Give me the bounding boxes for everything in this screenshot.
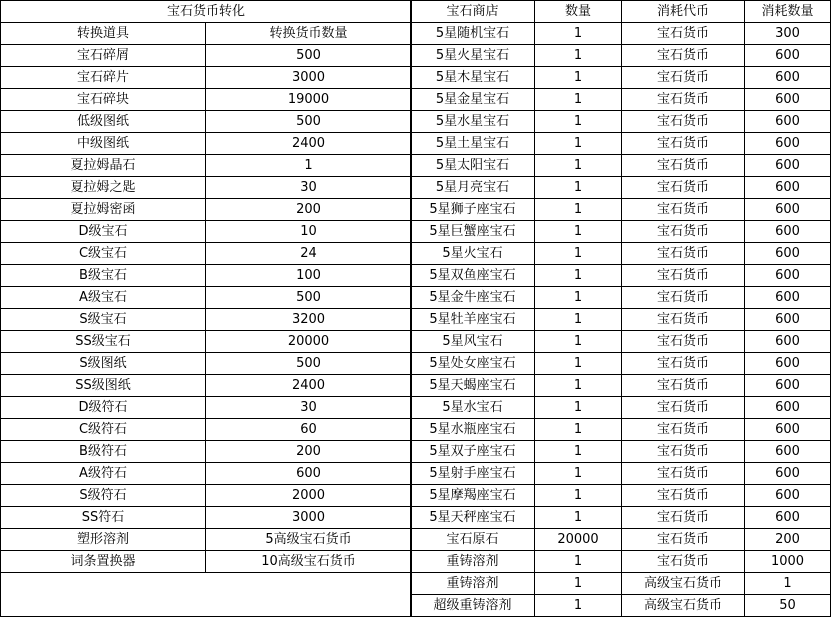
table-cell[interactable]: 1 — [535, 265, 622, 287]
shop-row — [411, 89, 831, 111]
shop-row — [411, 111, 831, 133]
table-cell[interactable]: 5星木星宝石 — [411, 67, 535, 89]
header-cell[interactable]: 转换道具 — [1, 23, 206, 45]
table-cell[interactable]: A级宝石 — [1, 287, 206, 309]
table-cell[interactable]: 5星水星宝石 — [411, 111, 535, 133]
shop-row — [411, 463, 831, 485]
table-cell[interactable]: 5高级宝石货币 — [206, 529, 412, 551]
table-cell[interactable]: 宝石货币 — [622, 309, 745, 331]
table-cell[interactable]: 200 — [206, 199, 412, 221]
table-cell[interactable]: 600 — [745, 67, 831, 89]
table-cell[interactable]: 200 — [206, 441, 412, 463]
table-cell[interactable]: 1 — [535, 89, 622, 111]
table-cell[interactable]: 塑形溶剂 — [1, 529, 206, 551]
table-cell[interactable]: 5星牡羊座宝石 — [411, 309, 535, 331]
table-cell[interactable]: 5星月亮宝石 — [411, 177, 535, 199]
conversion-row — [1, 67, 412, 89]
conversion-title-row — [1, 1, 412, 23]
table-cell[interactable]: 宝石货币 — [622, 177, 745, 199]
conversion-row — [1, 419, 412, 441]
table-cell[interactable]: 600 — [745, 265, 831, 287]
table-cell[interactable]: 19000 — [206, 89, 412, 111]
table-cell[interactable]: 500 — [206, 287, 412, 309]
table-cell[interactable]: 1 — [535, 309, 622, 331]
table-cell[interactable]: 600 — [745, 221, 831, 243]
conversion-row — [1, 463, 412, 485]
table-cell[interactable]: C级符石 — [1, 419, 206, 441]
table-cell[interactable]: 宝石货币 — [622, 397, 745, 419]
table-cell[interactable]: 宝石货币 — [622, 485, 745, 507]
table-cell[interactable]: S级符石 — [1, 485, 206, 507]
table-cell[interactable]: 宝石货币 — [622, 529, 745, 551]
shop-row — [411, 265, 831, 287]
table-cell[interactable]: 宝石碎块 — [1, 89, 206, 111]
table-cell[interactable]: 1 — [535, 111, 622, 133]
table-cell[interactable]: 24 — [206, 243, 412, 265]
table-cell[interactable]: 5星摩羯座宝石 — [411, 485, 535, 507]
table-cell[interactable]: 300 — [745, 23, 831, 45]
conversion-title-cell[interactable]: 宝石货币转化 — [1, 1, 412, 23]
shop-row — [411, 529, 831, 551]
table-cell[interactable]: 600 — [745, 331, 831, 353]
conversion-row — [1, 331, 412, 353]
table-cell[interactable]: D级宝石 — [1, 221, 206, 243]
shop-row — [411, 133, 831, 155]
table-cell[interactable]: 5星狮子座宝石 — [411, 199, 535, 221]
table-cell[interactable]: 宝石碎片 — [1, 67, 206, 89]
table-cell[interactable]: 宝石货币 — [622, 463, 745, 485]
shop-row — [411, 485, 831, 507]
table-cell[interactable]: 600 — [745, 375, 831, 397]
currency-conversion-table — [0, 0, 412, 617]
table-cell[interactable]: 5星天蝎座宝石 — [411, 375, 535, 397]
table-cell[interactable]: B级宝石 — [1, 265, 206, 287]
table-cell[interactable]: 宝石货币 — [622, 111, 745, 133]
table-cell[interactable]: 宝石原石 — [411, 529, 535, 551]
table-cell[interactable]: 5星天秤座宝石 — [411, 507, 535, 529]
conversion-row — [1, 375, 412, 397]
table-cell[interactable]: 重铸溶剂 — [411, 551, 535, 573]
gem-shop-table — [410, 0, 831, 617]
table-cell[interactable]: 10高级宝石货币 — [206, 551, 412, 573]
table-cell[interactable]: 600 — [745, 441, 831, 463]
conversion-row — [1, 265, 412, 287]
table-cell[interactable]: 20000 — [206, 331, 412, 353]
shop-row — [411, 331, 831, 353]
header-cell[interactable]: 消耗数量 — [745, 1, 831, 23]
table-cell[interactable]: 1 — [535, 45, 622, 67]
table-cell[interactable]: 10 — [206, 221, 412, 243]
conversion-row — [1, 89, 412, 111]
table-cell[interactable]: 500 — [206, 111, 412, 133]
table-cell[interactable]: 5星双子座宝石 — [411, 441, 535, 463]
table-cell[interactable]: 200 — [745, 529, 831, 551]
shop-row — [411, 507, 831, 529]
table-cell[interactable]: 60 — [206, 419, 412, 441]
conversion-row — [1, 441, 412, 463]
table-cell[interactable]: 1 — [535, 221, 622, 243]
conversion-row — [1, 243, 412, 265]
shop-row — [411, 243, 831, 265]
conversion-header-row — [1, 23, 412, 45]
table-cell[interactable]: 宝石货币 — [622, 287, 745, 309]
table-cell[interactable]: 500 — [206, 353, 412, 375]
table-cell[interactable]: 600 — [745, 111, 831, 133]
table-cell[interactable]: 100 — [206, 265, 412, 287]
conversion-row — [1, 155, 412, 177]
table-cell[interactable]: 1 — [535, 507, 622, 529]
shop-row — [411, 573, 831, 595]
shop-row — [411, 375, 831, 397]
shop-row — [411, 309, 831, 331]
shop-row — [411, 23, 831, 45]
table-cell[interactable]: 1 — [535, 375, 622, 397]
table-cell[interactable]: 1 — [535, 67, 622, 89]
table-cell[interactable]: 超级重铸溶剂 — [411, 595, 535, 617]
conversion-row — [1, 353, 412, 375]
conversion-row — [1, 507, 412, 529]
table-cell[interactable]: 2400 — [206, 133, 412, 155]
table-cell[interactable]: 宝石货币 — [622, 67, 745, 89]
table-cell[interactable]: 30 — [206, 397, 412, 419]
conversion-row — [1, 177, 412, 199]
table-cell[interactable]: 600 — [745, 177, 831, 199]
shop-row — [411, 353, 831, 375]
table-cell[interactable]: 宝石货币 — [622, 23, 745, 45]
table-cell[interactable]: 5星金牛座宝石 — [411, 287, 535, 309]
table-cell[interactable]: 宝石货币 — [622, 221, 745, 243]
shop-row — [411, 199, 831, 221]
table-cell[interactable]: 宝石货币 — [622, 243, 745, 265]
table-cell[interactable]: 夏拉姆晶石 — [1, 155, 206, 177]
table-cell[interactable]: 5星双鱼座宝石 — [411, 265, 535, 287]
table-cell[interactable]: C级宝石 — [1, 243, 206, 265]
conversion-row — [1, 199, 412, 221]
table-cell[interactable]: 宝石货币 — [622, 265, 745, 287]
table-cell[interactable]: 30 — [206, 177, 412, 199]
table-cell[interactable]: 5星金星宝石 — [411, 89, 535, 111]
table-cell[interactable]: 低级图纸 — [1, 111, 206, 133]
table-cell[interactable]: S级宝石 — [1, 309, 206, 331]
table-cell[interactable]: 重铸溶剂 — [411, 573, 535, 595]
table-cell[interactable]: 50 — [745, 595, 831, 617]
table-cell[interactable]: 600 — [745, 199, 831, 221]
table-cell[interactable]: 1 — [535, 441, 622, 463]
table-cell[interactable]: 宝石货币 — [622, 375, 745, 397]
table-cell[interactable]: 3000 — [206, 507, 412, 529]
conversion-row — [1, 221, 412, 243]
table-cell[interactable]: 600 — [745, 89, 831, 111]
table-cell[interactable]: 宝石货币 — [622, 199, 745, 221]
table-cell[interactable]: 中级图纸 — [1, 133, 206, 155]
conversion-row — [1, 133, 412, 155]
shop-row — [411, 441, 831, 463]
table-cell[interactable]: 1 — [535, 133, 622, 155]
header-cell[interactable]: 宝石商店 — [411, 1, 535, 23]
table-cell[interactable]: 宝石货币 — [622, 419, 745, 441]
conversion-row — [1, 309, 412, 331]
table-cell[interactable]: 1 — [206, 155, 412, 177]
table-cell[interactable]: 5星随机宝石 — [411, 23, 535, 45]
table-cell[interactable]: 600 — [745, 243, 831, 265]
table-cell[interactable]: 1 — [535, 595, 622, 617]
table-cell[interactable]: 宝石货币 — [622, 551, 745, 573]
shop-row — [411, 397, 831, 419]
table-cell[interactable]: SS符石 — [1, 507, 206, 529]
table-cell[interactable]: 1 — [535, 243, 622, 265]
table-cell[interactable]: 高级宝石货币 — [622, 573, 745, 595]
header-cell[interactable]: 转换货币数量 — [206, 23, 412, 45]
table-cell[interactable]: 1 — [535, 199, 622, 221]
table-cell[interactable]: 5星火宝石 — [411, 243, 535, 265]
table-cell[interactable]: 600 — [745, 287, 831, 309]
shop-header-row — [411, 1, 831, 23]
table-cell[interactable]: 5星土星宝石 — [411, 133, 535, 155]
table-cell[interactable]: 1 — [745, 573, 831, 595]
table-cell[interactable]: 夏拉姆之匙 — [1, 177, 206, 199]
table-cell[interactable]: SS级宝石 — [1, 331, 206, 353]
table-cell[interactable]: 1 — [535, 551, 622, 573]
header-cell[interactable]: 数量 — [535, 1, 622, 23]
conversion-row — [1, 485, 412, 507]
table-cell[interactable]: 宝石货币 — [622, 133, 745, 155]
table-cell[interactable]: 5星风宝石 — [411, 331, 535, 353]
table-cell[interactable]: 1000 — [745, 551, 831, 573]
table-cell[interactable]: B级符石 — [1, 441, 206, 463]
table-cell[interactable]: 1 — [535, 397, 622, 419]
table-cell[interactable]: 600 — [745, 463, 831, 485]
table-cell[interactable]: 500 — [206, 45, 412, 67]
table-cell[interactable]: 1 — [535, 23, 622, 45]
table-cell[interactable]: S级图纸 — [1, 353, 206, 375]
conversion-row — [1, 45, 412, 67]
table-cell[interactable]: 2000 — [206, 485, 412, 507]
table-cell[interactable]: 3000 — [206, 67, 412, 89]
shop-row — [411, 595, 831, 617]
table-cell[interactable]: 600 — [745, 419, 831, 441]
table-cell[interactable]: 宝石货币 — [622, 89, 745, 111]
table-cell[interactable]: 600 — [745, 353, 831, 375]
conversion-row — [1, 551, 412, 573]
shop-row — [411, 551, 831, 573]
table-cell[interactable]: 宝石货币 — [622, 507, 745, 529]
table-cell[interactable]: 夏拉姆密函 — [1, 199, 206, 221]
table-cell[interactable]: 5星水宝石 — [411, 397, 535, 419]
table-cell[interactable]: 5星火星宝石 — [411, 45, 535, 67]
shop-row — [411, 67, 831, 89]
table-cell[interactable]: 宝石货币 — [622, 45, 745, 67]
shop-row — [411, 419, 831, 441]
table-cell[interactable]: 1 — [535, 177, 622, 199]
table-cell[interactable]: 5星巨蟹座宝石 — [411, 221, 535, 243]
table-cell[interactable]: 5星射手座宝石 — [411, 463, 535, 485]
table-cell[interactable]: 5星处女座宝石 — [411, 353, 535, 375]
conversion-row — [1, 111, 412, 133]
table-cell[interactable]: 600 — [745, 397, 831, 419]
table-cell[interactable]: 宝石货币 — [622, 331, 745, 353]
table-cell[interactable]: 1 — [535, 287, 622, 309]
table-cell[interactable]: 1 — [535, 485, 622, 507]
conversion-row — [1, 287, 412, 309]
conversion-row — [1, 529, 412, 551]
table-cell[interactable]: 词条置换器 — [1, 551, 206, 573]
table-cell[interactable]: 600 — [745, 45, 831, 67]
table-cell[interactable]: 宝石货币 — [622, 155, 745, 177]
table-cell[interactable]: 2400 — [206, 375, 412, 397]
table-cell[interactable]: 宝石碎屑 — [1, 45, 206, 67]
shop-row — [411, 177, 831, 199]
table-cell[interactable]: 3200 — [206, 309, 412, 331]
table-cell[interactable]: 600 — [745, 309, 831, 331]
table-cell[interactable]: 600 — [745, 485, 831, 507]
header-cell[interactable]: 消耗代币 — [622, 1, 745, 23]
table-cell[interactable]: A级符石 — [1, 463, 206, 485]
table-cell[interactable]: 宝石货币 — [622, 441, 745, 463]
table-cell[interactable]: D级符石 — [1, 397, 206, 419]
shop-row — [411, 155, 831, 177]
table-cell[interactable]: 高级宝石货币 — [622, 595, 745, 617]
conversion-row — [1, 397, 412, 419]
table-cell[interactable]: 1 — [535, 419, 622, 441]
empty-cell[interactable] — [1, 573, 412, 617]
table-cell[interactable]: 600 — [206, 463, 412, 485]
table-cell[interactable]: 600 — [745, 133, 831, 155]
table-cell[interactable]: 宝石货币 — [622, 353, 745, 375]
empty-row — [1, 573, 412, 617]
table-cell[interactable]: SS级图纸 — [1, 375, 206, 397]
table-cell[interactable]: 600 — [745, 507, 831, 529]
table-cell[interactable]: 600 — [745, 155, 831, 177]
table-cell[interactable]: 5星太阳宝石 — [411, 155, 535, 177]
table-cell[interactable]: 1 — [535, 353, 622, 375]
shop-row — [411, 221, 831, 243]
table-cell[interactable]: 1 — [535, 463, 622, 485]
table-cell[interactable]: 1 — [535, 155, 622, 177]
table-cell[interactable]: 20000 — [535, 529, 622, 551]
table-cell[interactable]: 1 — [535, 573, 622, 595]
shop-row — [411, 45, 831, 67]
table-cell[interactable]: 1 — [535, 331, 622, 353]
table-cell[interactable]: 5星水瓶座宝石 — [411, 419, 535, 441]
shop-row — [411, 287, 831, 309]
